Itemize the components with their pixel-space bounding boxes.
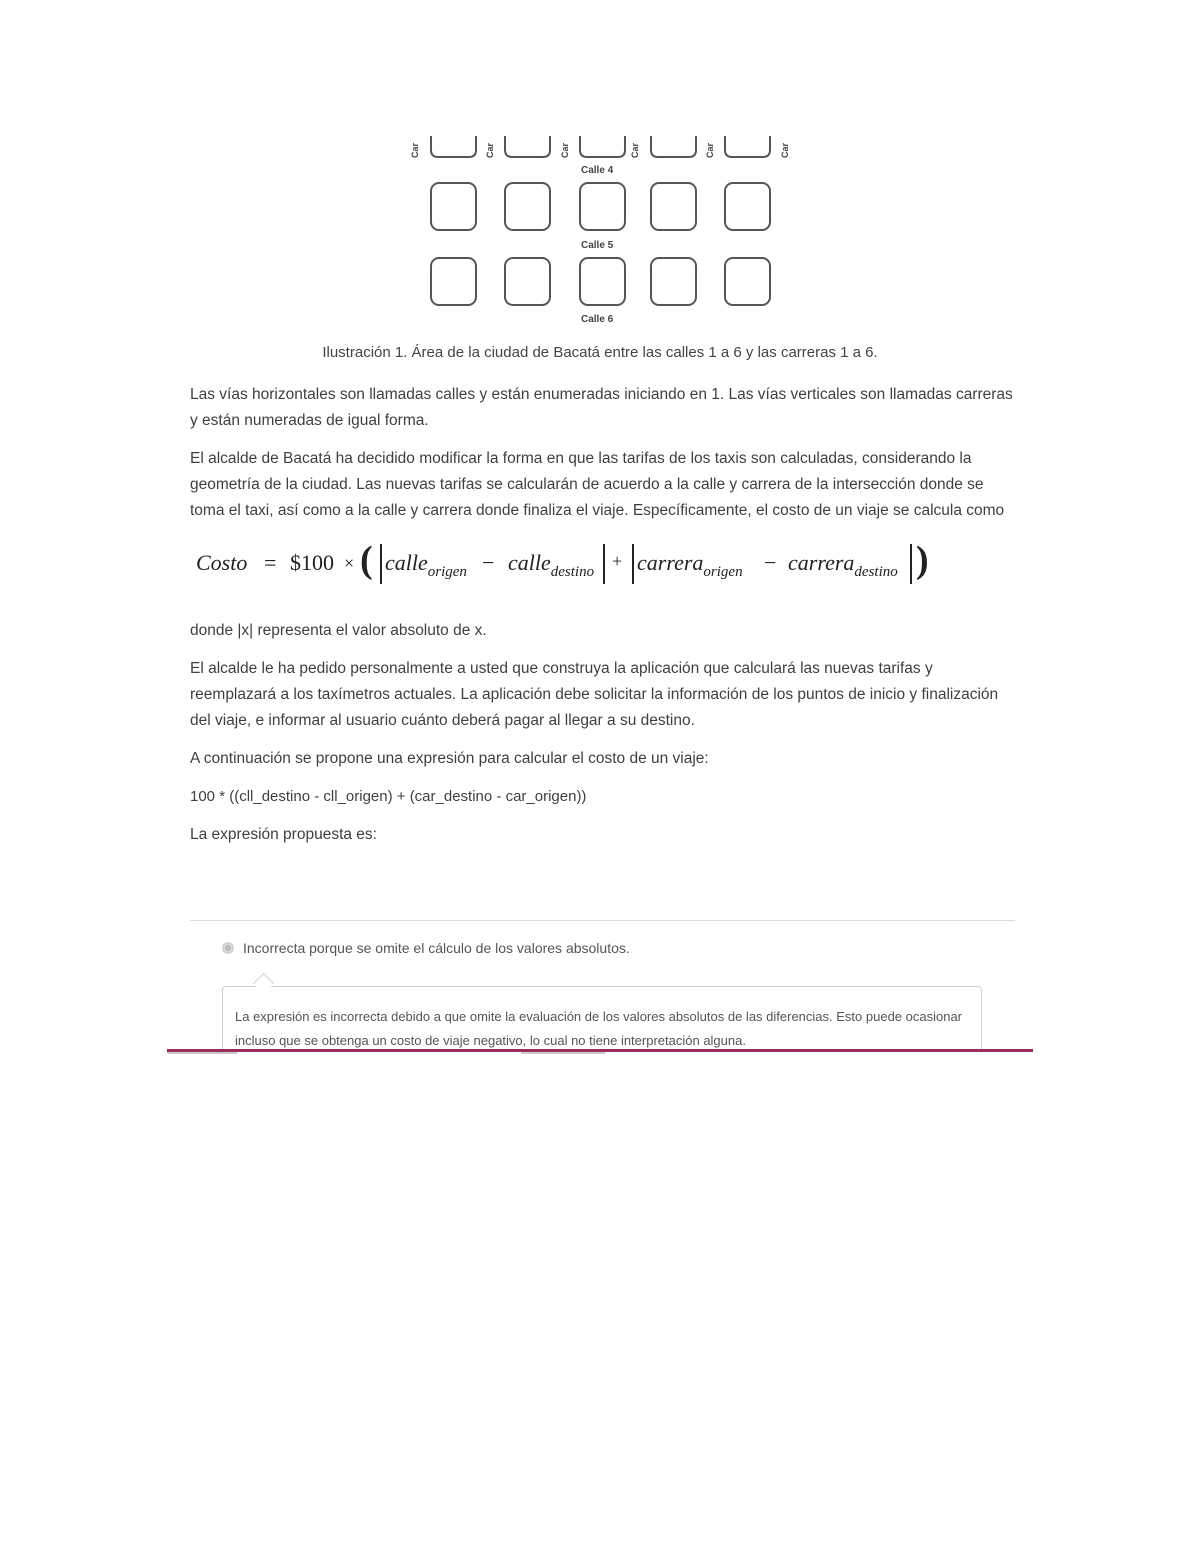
formula-minus-1: − <box>482 550 495 575</box>
carrera-label: Car <box>705 142 715 158</box>
proposed-expression: 100 * ((cll_destino - cll_origen) + (car_destino - car_origen)) <box>190 788 587 805</box>
abs-bar-right-1 <box>603 544 605 584</box>
street-label-calle-4: Calle 4 <box>581 165 614 176</box>
city-block <box>725 183 770 230</box>
city-block <box>431 258 476 305</box>
bottom-tab-center <box>521 1052 605 1054</box>
formula-calle-origen: calle$_{origen}$ <box>385 550 467 580</box>
paragraph-proposed-intro: A continuación se propone una expresión para calcular el costo de un viaje: <box>190 750 709 767</box>
city-block-partial <box>725 136 770 157</box>
formula-amount: $100 <box>290 550 334 575</box>
city-block <box>580 258 625 305</box>
answer-divider <box>190 920 1015 921</box>
formula-plus: + <box>612 551 623 571</box>
carrera-label: Car <box>630 142 640 158</box>
formula-times: × <box>344 553 355 573</box>
formula-equals: = <box>264 550 277 575</box>
city-block <box>505 258 550 305</box>
formula-lhs: Costo <box>196 550 248 575</box>
carrera-label: Car <box>485 142 495 158</box>
city-block <box>580 183 625 230</box>
city-block <box>651 183 696 230</box>
paragraph-mayor-tariffs: El alcalde de Bacatá ha decidido modificar la forma en que las tarifas de los taxis son calculadas, considerando la geometría de la ciudad. Las nuevas tarifas se calcularán de acuerdo a la calle y carrera de la intersección donde se toma el taxi, así como a la calle y carrera donde finaliza el viaje. Específicamente, el costo de un viaje se calcula como <box>190 450 1005 519</box>
abs-bar-left-1 <box>380 544 382 584</box>
city-block-partial <box>431 136 476 157</box>
formula-minus-2: − <box>764 550 777 575</box>
formula-close-paren: ) <box>916 539 929 581</box>
problem-statement <box>190 382 1020 860</box>
street-label-calle-6: Calle 6 <box>581 314 614 325</box>
cost-formula <box>194 536 1020 612</box>
paragraph-application-request: El alcalde le ha pedido personalmente a usted que construya la aplicación que calculará las nuevas tarifas y reemplazará a los taxímetros actuales. La aplicación debe solicitar la información de los puntos de inicio y finalización del viaje, e informar al usuario cuánto deberá pagar al llegar a su destino. <box>190 660 999 729</box>
answer-option-selected[interactable] <box>222 940 630 956</box>
city-block-partial <box>651 136 696 157</box>
bottom-tab-left <box>167 1052 237 1054</box>
city-block-partial <box>505 136 550 157</box>
paragraph-absolute-value: donde |x| representa el valor absoluto de x. <box>190 622 487 639</box>
city-block <box>431 183 476 230</box>
answer-option-label: Incorrecta porque se omite el cálculo de los valores absolutos. <box>243 940 630 956</box>
carrera-label: Car <box>560 142 570 158</box>
figure-caption: Ilustración 1. Área de la ciudad de Bacatá entre las calles 1 a 6 y las carreras 1 a 6. <box>322 344 878 361</box>
carrera-labels <box>410 142 790 158</box>
city-block <box>725 258 770 305</box>
formula-carrera-origen: carrera$_{origen}$ <box>637 550 743 580</box>
carrera-label: Car <box>410 142 420 158</box>
abs-bar-left-2 <box>632 544 634 584</box>
city-grid-figure <box>0 0 1200 340</box>
carrera-label: Car <box>780 142 790 158</box>
street-label-calle-5: Calle 5 <box>581 240 614 251</box>
radio-button-icon[interactable] <box>222 942 234 954</box>
question-prompt: La expresión propuesta es: <box>190 826 377 843</box>
city-block <box>505 183 550 230</box>
city-block-partial <box>580 136 625 157</box>
paragraph-streets: Las vías horizontales son llamadas calles y están enumeradas iniciando en 1. Las vías verticales son llamadas carreras y están numeradas de igual forma. <box>190 386 1013 429</box>
feedback-box <box>222 986 982 1050</box>
formula-open-paren: ( <box>360 539 373 581</box>
formula-carrera-destino: carrera$_{destino}$ <box>788 550 898 580</box>
city-blocks <box>431 136 770 305</box>
abs-bar-right-2 <box>910 544 912 584</box>
formula-calle-destino: calle$_{destino}$ <box>508 550 595 580</box>
feedback-text: La expresión es incorrecta debido a que omite la evaluación de los valores absolutos de las diferencias. Esto puede ocasionar incluso que se obtenga un costo de viaje negativo, lo cual no tiene interpretación alguna. <box>235 1009 963 1048</box>
city-block <box>651 258 696 305</box>
